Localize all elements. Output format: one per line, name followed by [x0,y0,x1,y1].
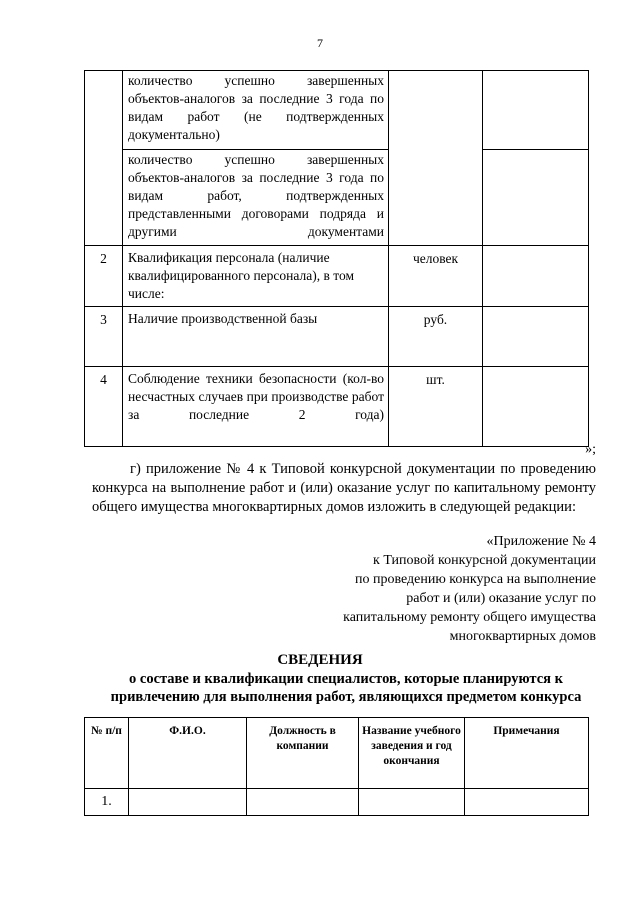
criteria-text: Квалификация персонала (наличие квалифицированного персонала), в том числе: [123,246,389,307]
header-notes: Примечания [465,718,589,789]
row-number: 2 [85,246,123,307]
appendix-line: по проведению конкурса на выполнение [354,572,596,587]
row-number: 3 [85,307,123,367]
header-position: Должность в компании [247,718,359,789]
table-row [85,150,589,246]
header-fio: Ф.И.О. [129,718,247,789]
unit-cell [389,71,483,246]
notes-cell [465,789,589,816]
section-title: СВЕДЕНИЯ [277,652,363,668]
appendix-line: к Типовой конкурсной документации [373,553,596,568]
table-header-row [85,718,589,789]
unit-cell: руб. [389,307,483,367]
row-number: 1. [85,789,129,816]
closing-quote: »; [585,442,596,457]
value-cell [483,71,589,150]
table-row [85,789,589,816]
criteria-table [84,70,589,447]
appendix-line: многоквартирных домов [449,629,596,644]
education-cell [359,789,465,816]
table-row [85,307,589,367]
fio-cell [129,789,247,816]
criteria-text: количество успешно завершенных объектов-аналогов за последние 3 года по видам работ, подтвержденных представленными договорами подряда и другими документами [123,150,389,246]
table-row [85,367,589,447]
appendix-line: капитальному ремонту общего имущества [343,610,596,625]
unit-cell: человек [389,246,483,307]
amendment-paragraph: г) приложение № 4 к Типовой конкурсной документации по проведению конкурса на выполнение работ и (или) оказание услуг по капитальному ремонту общего имущества многоквартирных домов изложить в следующей редакции: [92,461,596,515]
unit-cell: шт. [389,367,483,447]
row-number: 4 [85,367,123,447]
value-cell [483,367,589,447]
table-row [85,246,589,307]
table-row [85,71,589,150]
criteria-text: Наличие производственной базы [123,307,389,367]
specialists-table [84,717,589,816]
row-number [85,71,123,246]
value-cell [483,150,589,246]
criteria-text: количество успешно завершенных объектов-аналогов за последние 3 года по видам работ (не подтвержденных документально) [123,71,389,150]
header-education: Название учебного заведения и год окончания [359,718,465,789]
value-cell [483,246,589,307]
appendix-line: работ и (или) оказание услуг по [406,591,596,606]
section-subtitle: о составе и квалификации специалистов, которые планируются к привлечению для выполнения работ, являющихся предметом конкурса [110,671,582,705]
page-number: 7 [317,36,323,50]
header-num: № п/п [85,718,129,789]
position-cell [247,789,359,816]
appendix-reference [276,532,596,646]
appendix-line: «Приложение № 4 [486,534,596,549]
value-cell [483,307,589,367]
criteria-text: Соблюдение техники безопасности (кол-во несчастных случаев при производстве работ за последние 2 года) [123,367,389,447]
